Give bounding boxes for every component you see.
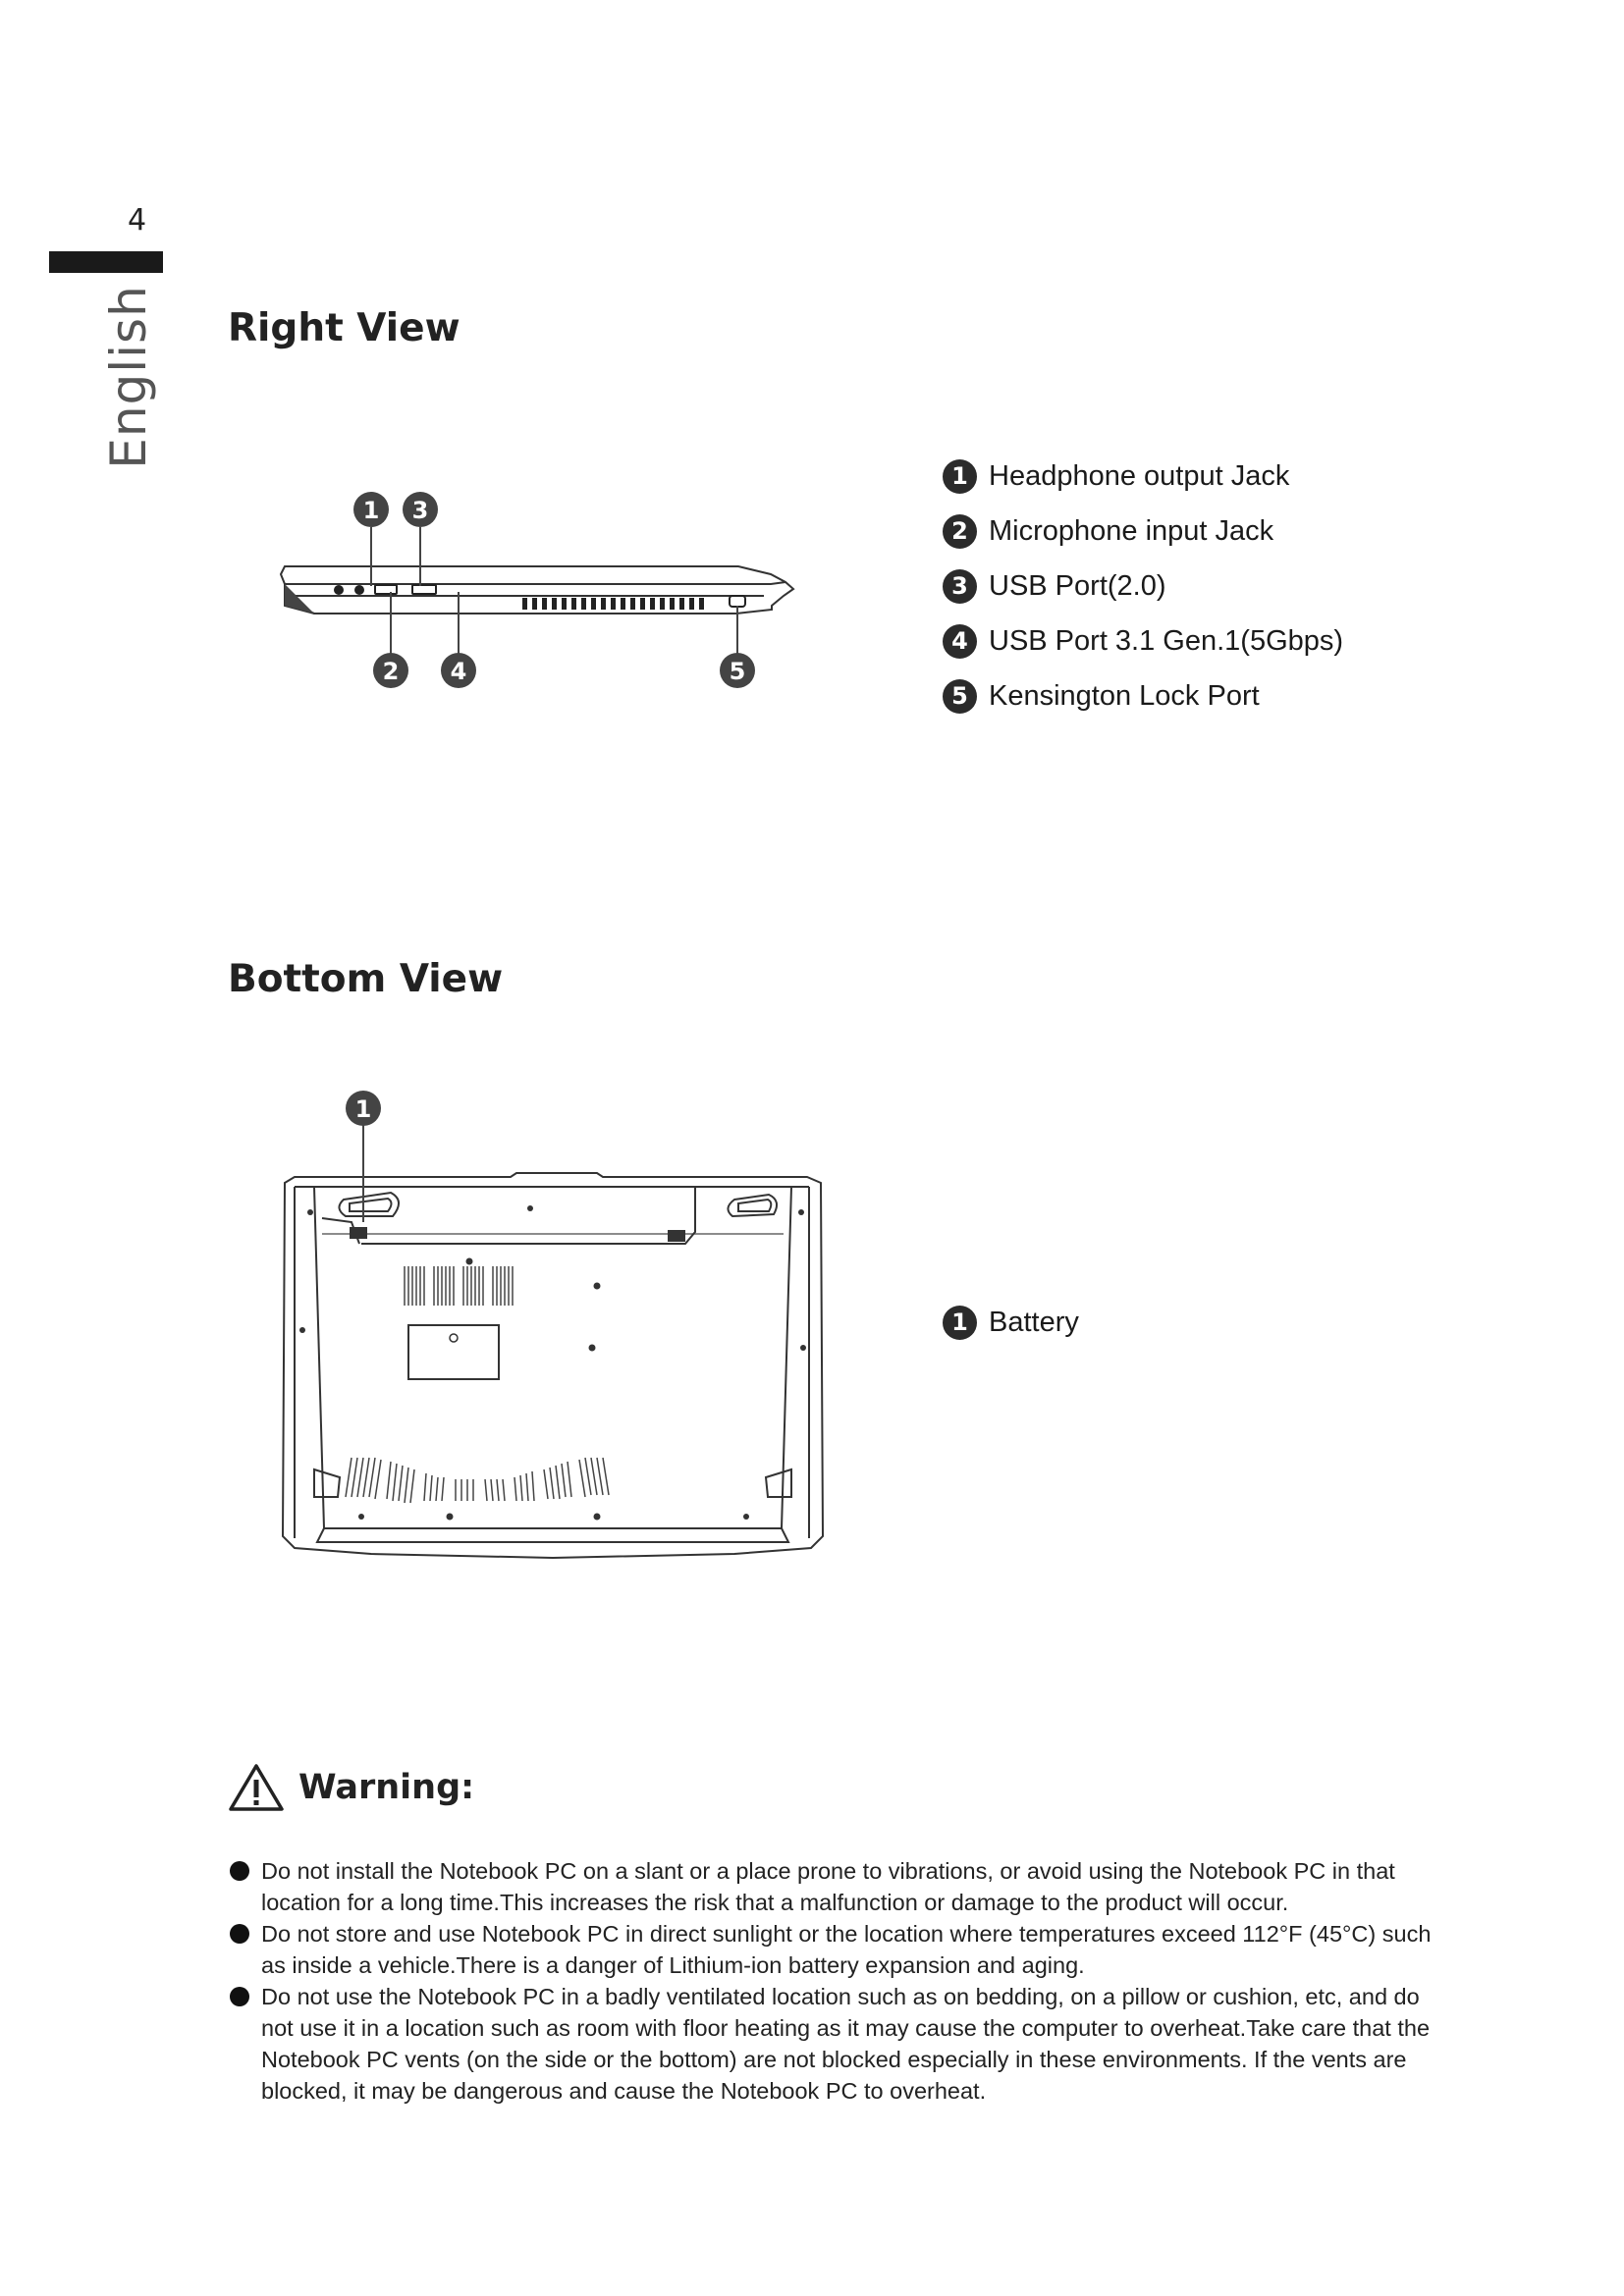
warning-item <box>228 1918 1455 1981</box>
warning-text: Do not use the Notebook PC in a badly ventilated location such as on bedding, on a pillow or cushion, etc, and do not use it in a location such as room with floor heating as it may cause the computer to overheat.Take care that the Notebook PC vents (on the side or the bottom) are not blocked especially in these environments. If the vents are blocked, it may be dangerous and cause the Notebook PC to overheat. <box>261 1984 1431 2104</box>
language-tab-bar <box>49 251 163 273</box>
center-vents <box>405 1266 513 1306</box>
svg-text:1: 1 <box>362 497 380 524</box>
legend-number-badge: 1 <box>943 459 977 494</box>
right-front-vent <box>728 1195 777 1216</box>
legend-number-badge: 3 <box>943 569 977 604</box>
port-5-kensington <box>730 596 745 607</box>
legend-label: USB Port 3.1 Gen.1(5Gbps) <box>989 624 1344 657</box>
legend-item <box>943 449 1343 504</box>
left-front-vent <box>339 1193 399 1216</box>
port-1-headphone <box>334 585 344 595</box>
legend-label: USB Port(2.0) <box>989 569 1166 602</box>
language-tab-label: English <box>100 284 157 469</box>
bottom-view-diagram <box>273 1085 833 1566</box>
warning-item <box>228 1981 1455 2107</box>
port-4-usb3 <box>412 585 436 594</box>
legend-item <box>943 668 1343 723</box>
warning-text: Do not store and use Notebook PC in direct sunlight or the location where temperatures exceed 112°F (45°C) such as inside a vehicle.There is a danger of Lithium-ion battery expansion and aging. <box>261 1921 1432 1978</box>
callout-1-marker <box>353 492 389 527</box>
svg-text:4: 4 <box>450 658 467 685</box>
legend-label: Headphone output Jack <box>989 459 1290 492</box>
port-2-microphone <box>354 585 364 595</box>
bottom-view-legend <box>943 1295 1079 1350</box>
right-view-title: Right View <box>228 306 460 350</box>
bullet-icon <box>230 1861 249 1881</box>
language-tab <box>94 284 163 469</box>
legend-label: Microphone input Jack <box>989 514 1274 547</box>
bottom-view-title: Bottom View <box>228 957 504 1001</box>
legend-item <box>943 559 1343 614</box>
warning-title: Warning: <box>298 1768 475 1807</box>
port-3-usb2 <box>375 585 397 594</box>
warning-list <box>228 1855 1455 2107</box>
svg-text:2: 2 <box>382 658 400 685</box>
svg-text:1: 1 <box>354 1095 372 1123</box>
svg-text:3: 3 <box>411 497 429 524</box>
bullet-icon <box>230 1924 249 1944</box>
legend-item <box>943 504 1343 559</box>
legend-label: Kensington Lock Port <box>989 679 1260 712</box>
legend-number-badge: 5 <box>943 679 977 714</box>
page-number: 4 <box>128 203 147 238</box>
right-view-diagram <box>275 486 815 707</box>
side-vent <box>522 598 704 610</box>
right-view-legend <box>943 449 1343 723</box>
callout-4-marker <box>441 653 476 688</box>
warning-heading <box>228 1763 474 1812</box>
svg-text:5: 5 <box>729 658 746 685</box>
legend-number-badge: 4 <box>943 624 977 659</box>
legend-item <box>943 1295 1079 1350</box>
callout-5-marker <box>720 653 755 688</box>
warning-text: Do not install the Notebook PC on a slant or a place prone to vibrations, or avoid using the Notebook PC in that location for a long time.This increases the risk that a malfunction or damage to the product will occur. <box>261 1858 1395 1915</box>
legend-number-badge: 2 <box>943 514 977 549</box>
legend-label: Battery <box>989 1306 1079 1338</box>
legend-item <box>943 614 1343 668</box>
warning-triangle-icon <box>228 1763 285 1812</box>
screws <box>299 1205 806 1521</box>
bullet-icon <box>230 1987 249 2006</box>
callout-3-marker <box>403 492 438 527</box>
rear-vents <box>346 1458 609 1503</box>
callout-2-marker <box>373 653 408 688</box>
warning-item <box>228 1855 1455 1918</box>
battery-callout-marker <box>346 1091 381 1126</box>
legend-number-badge: 1 <box>943 1306 977 1340</box>
